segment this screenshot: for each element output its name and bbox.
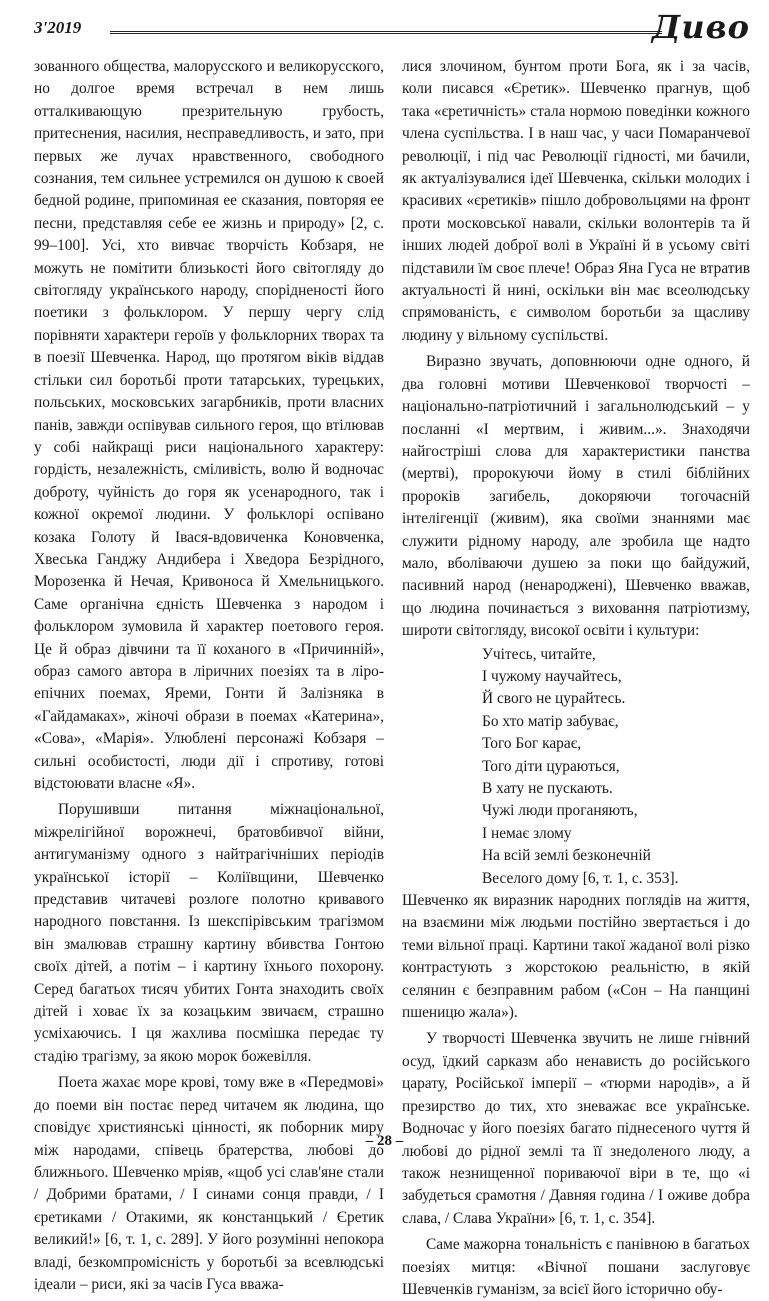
paragraph: У творчості Шевченка звучить не лише гнівний осуд, їдкий сарказм або ненависть до російського царату, Російської імперії – «тюрми народів», а й презирство до тих, хто зневажає все українське. Водночас у його поезіях багато піднесеного чуття й любові до рідної землі та її знедоленого люду, а також незнищенної пориваючої віри в те, що «і забудеться срамотня / Давняя година / І оживе добра слава, / Слава України» [6, т. 1, с. 354]. <box>402 1030 750 1227</box>
poem-line: Того діти цураються, <box>482 757 620 775</box>
poem-line: Й свого не цурайтесь. <box>482 690 626 708</box>
paragraph: Саме мажорна тональність є панівною в багатьох поезіях митця: «Вічної пошани заслуговує Шевченків гуманізм, за всієї його історично обу- <box>402 1236 750 1298</box>
paragraph: зованного общества, малорусского и великорусского, но долгое время встречал в нем лишь отталкивающую презрительную грубость, притеснения, насилия, несправедливость, и зато, при первых же лучах нравственного, свободного сознания, тем сильнее устремился он душою к своей бедной родине, припоминая ее сказания, повторяя ее песни, представляя себе ее жизнь и природу» [2, с. 99–100]. Усі, хто вивчає творчість Кобзаря, не можуть не помітити близькості його світогляду до світогляду українського народу, спорідненості його поетики з фольклором. У першу чергу слід порівняти характери героїв у фольклорних творах та в поезії Шевченка. Народ, що протягом віків віддав стільки сил боротьбі проти татарських, турецьких, польських, московських загарбників, проти власних панів, завжди оспівував сильного героя, що втілював у собі найкращі риси національного характеру: гордість, незалежність, сміливість, волю й водночас доброту, чуйність до горя як усенародного, так і кожної окремої людини. У фольклорі оспівано козака Голоту й Івася-вдовиченка Коновченка, Хвеська Ганджу Андибера і Хведора Безрідного, Морозенка й Нечая, Кривоноса й Хмельницького. Саме органічна єдність Шевченка з народом і фольклором зумовила й характер поетового героя. Це й образ дівчини та її коханого в «Причинній», образ самого автора в ліричних поезіях та в ліро-епічних поемах, Яреми, Гонти й Залізняка в «Гайдамаках», жіночі образи в поемах «Катерина», «Сова», «Марія». Улюблені персонажі Кобзаря – сильні особистості, люди дії і спротиву, готові відстоювати власне «Я». <box>34 58 384 792</box>
poem-line: І чужому научайтесь, <box>482 667 622 685</box>
page-number: – 28 – <box>365 1133 404 1149</box>
poem-line: Веселого дому [6, т. 1, с. 353]. <box>482 869 679 887</box>
article-body <box>34 56 750 1298</box>
paragraph: лися злочином, бунтом проти Бога, як і за часів, коли писався «Єретик». Шевченко прагнув, щоб така «єретичність» стала нормою поведінки кожного члена суспільства. І в наш час, у часи Помаранчевої революції, і під час Революції гідності, ми бачили, як актуалізувалися ідеї Шевченка, скільки молодих і красивих «єретиків» пішло добровольцями на фронт проти московської навали, скільки волонтерів та й інших людей доброї волі в Україні й в усьому світі підставили їм своє плече! Образ Яна Гуса не втратив актуальності й нині, оскільки він має всеолюдську спрямованість, є символом боротьби за щасливу людину у вільному суспільстві. <box>402 58 750 344</box>
poem-line: Того Бог карає, <box>482 735 582 753</box>
paragraph: Порушивши питання міжнаціональної, міжрелігійної ворожнечі, братовбивчої війни, антигуманізму одного з найтрагічніших періодів української історії – Коліївщини, Шевченко представив читачеві розлоге полотно кривавого народного повстання. Із шекспірівським трагізмом він змалював страшну картину вбивства Гонтою своїх дітей, а потім – і картину їхнього похорону. Серед багатьох тисяч убитих Гонта знаходить своїх дітей і ховає їх за козацьким звичаєм, страшно усміхаючись. І ця жахлива посмішка передає ту стадію трагізму, за якою морок божевілля. <box>34 801 384 1065</box>
issue-number: 3'2019 <box>34 18 82 37</box>
paragraph: Поета жахає море крові, тому вже в «Передмові» до поеми він постає перед читачем як людина, що сповідує християнські цінності, як поборник миру між народами, співець братерства, любові до ближнього. Шевченко мріяв, «щоб усі слав'яне стали / Добрими братами, / І синами сонця правди, / І єретиками / Отакими, як констанцький / Єретик великий!» [6, т. 1, с. 289]. У його розумінні непокора владі, безкомпромісність у боротьбі за всевлюдські ідеали – риси, які за часів Гуса вважа- <box>34 1074 384 1293</box>
paragraph: Виразно звучать, доповнюючи одне одного, й два головні мотиви Шевченкової творчості – національно-патріотичний і загальнолюдський – у посланні «І мертвим, і живим...». Знаходячи найгостріші слова для характеристики панства (мертві), пророкуючи йому в стилі біблійних пророків загибель, докоряючи тогочасній інтелігенції (живим), яка своїми знаннями має служити рідному народу, але зробила ще надто мало, вболіваючи душею за поки що байдужий, пасивний народ (ненароджені), Шевченко вважав, що людина починається з виховання патріотизму, широти світогляду, високої освіти і культури: <box>402 353 750 640</box>
header-rule <box>110 31 662 34</box>
page-header <box>34 8 750 52</box>
poem-quote <box>482 644 750 890</box>
journal-logo: Диво <box>651 8 750 46</box>
poem-line: Чужі люди проганяють, <box>482 802 638 820</box>
poem-line: На всій землі безконечній <box>482 847 651 865</box>
poem-line: В хату не пускають. <box>482 780 613 797</box>
poem-line: Бо хто матір забуває, <box>482 712 619 730</box>
paragraph: Шевченко як виразник народних поглядів на життя, на взаємини між людьми постійно звертається і до теми вільної праці. Картини такої жаданої волі різко контрастують з жорстокою реальністю, в якій селянин є безправним рабом («Сон – На панщині пшеницю жала»). <box>402 892 750 1022</box>
poem-line: І немає злому <box>482 824 572 842</box>
right-column <box>402 56 750 1301</box>
left-column <box>34 56 384 1296</box>
poem-line: Учітесь, читайте, <box>482 645 596 663</box>
